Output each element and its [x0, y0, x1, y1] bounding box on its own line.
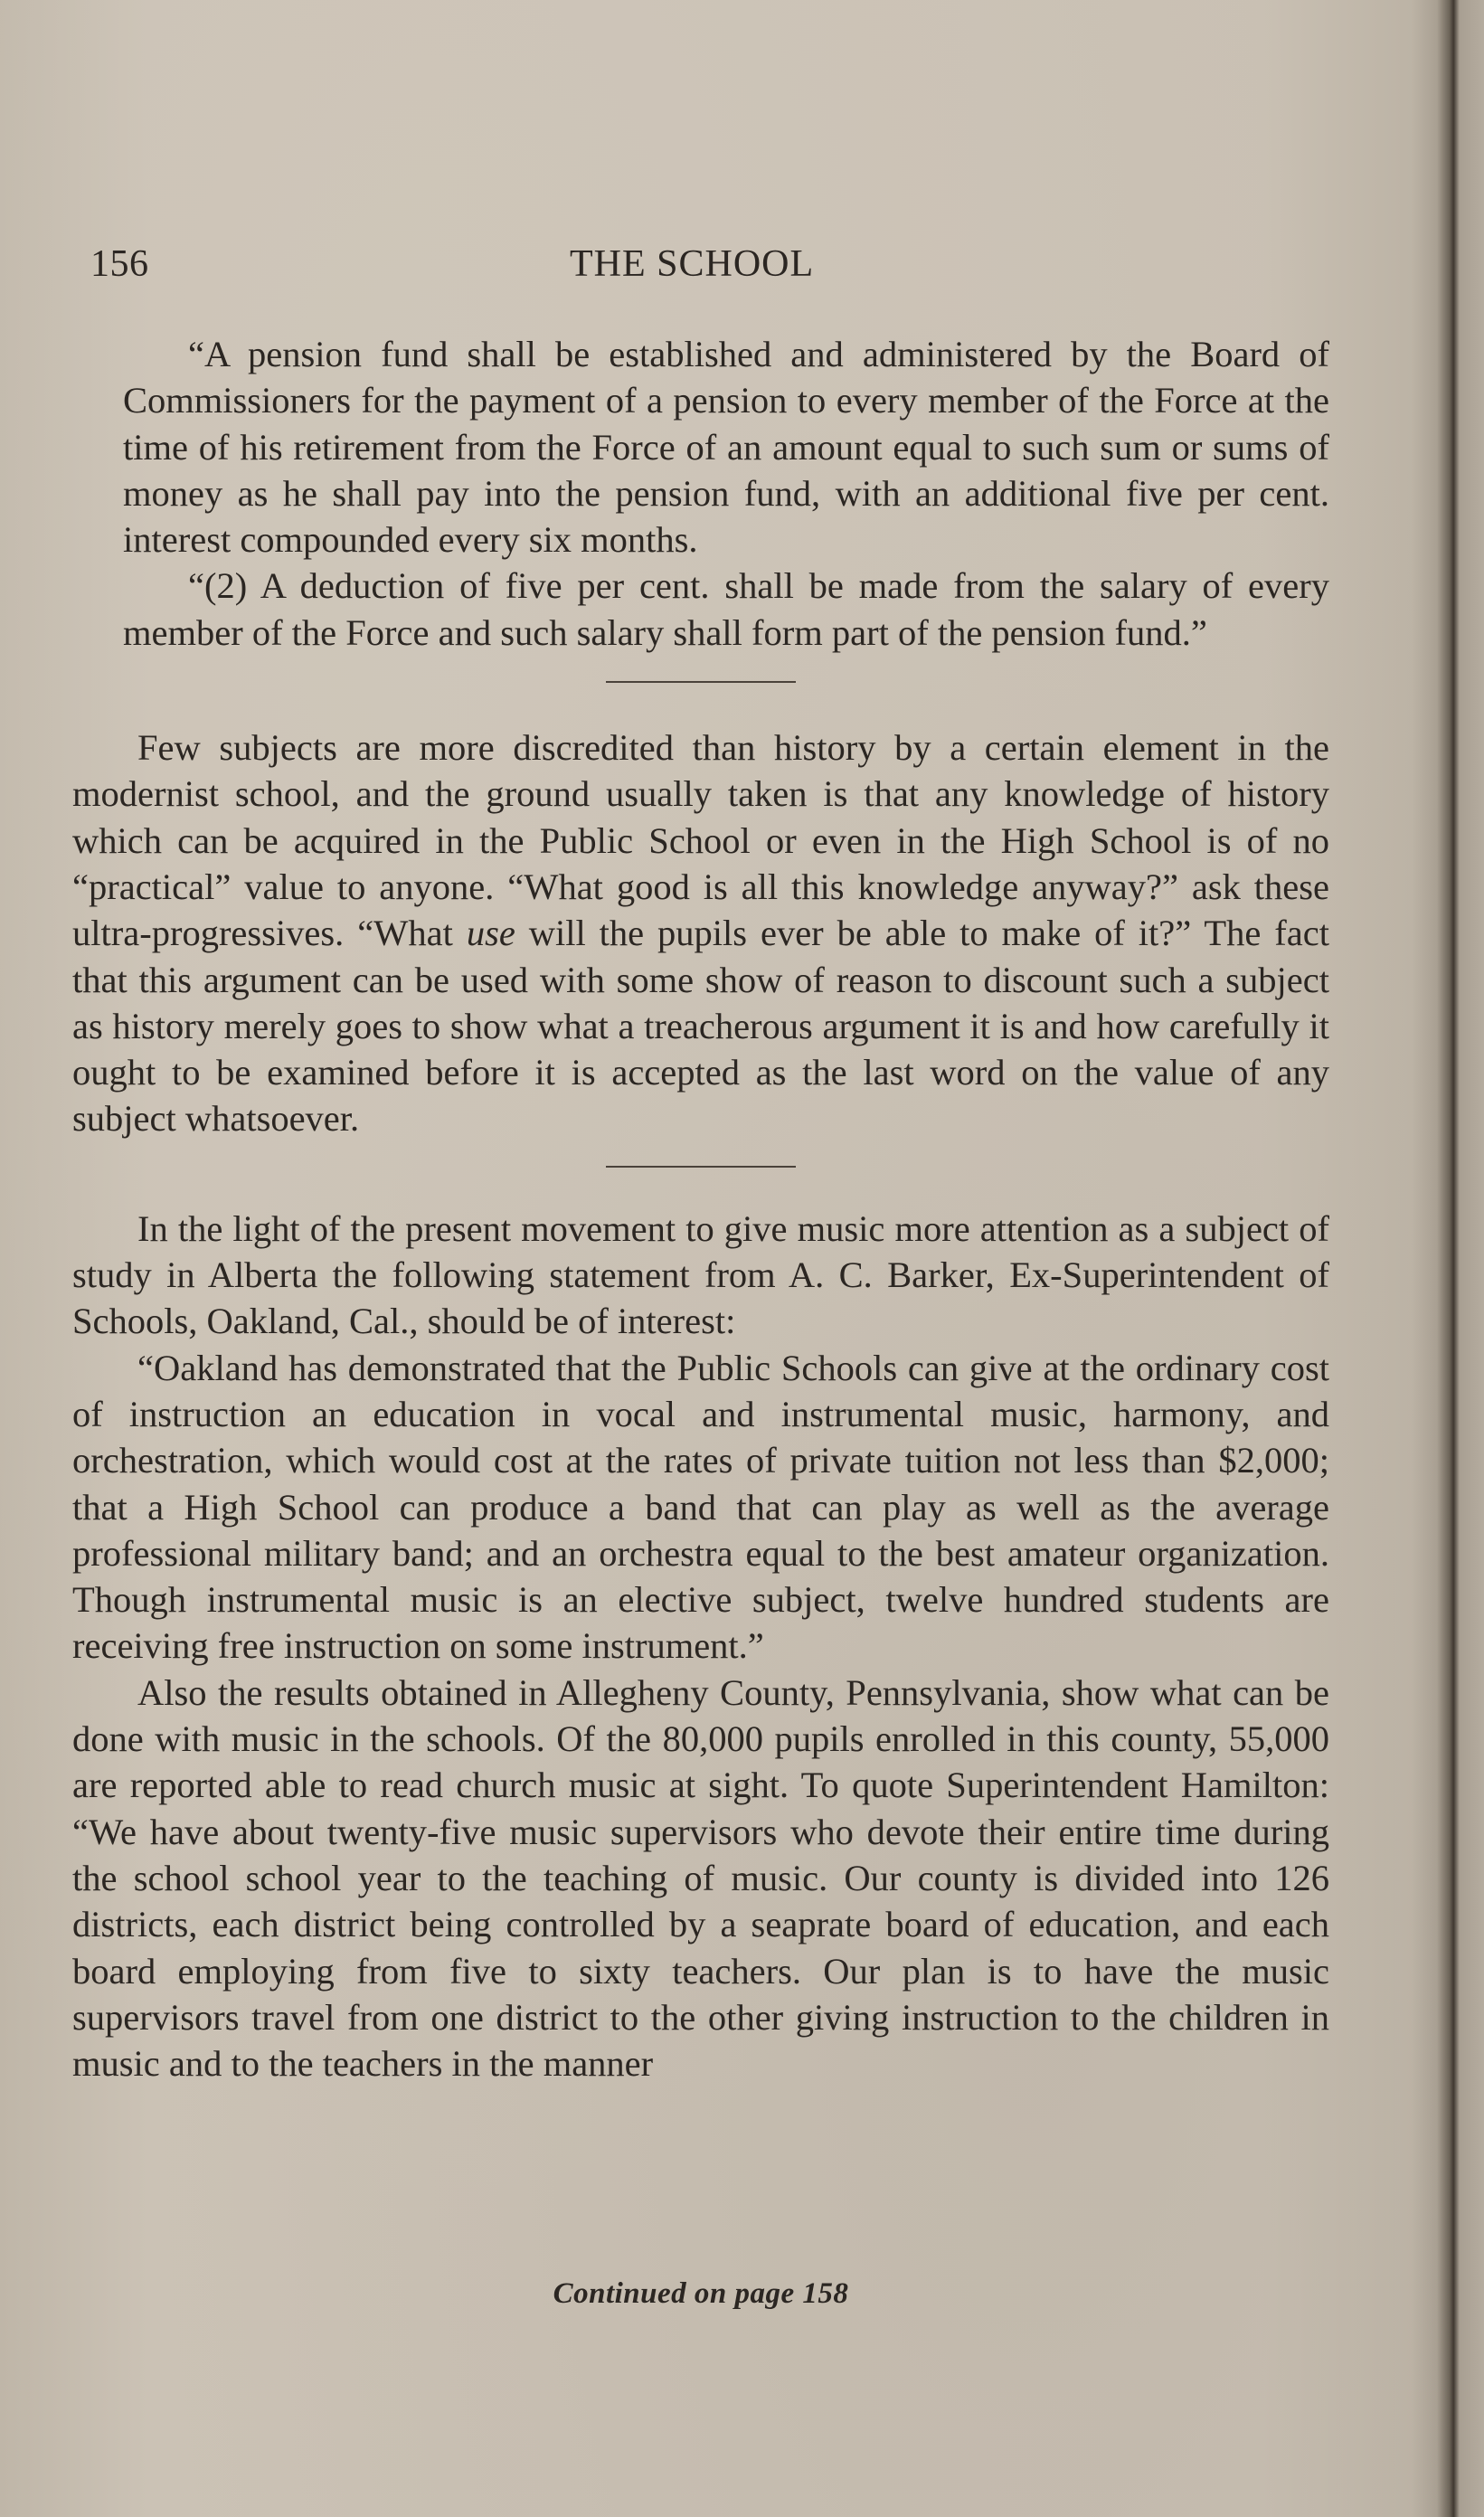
history-text-end: will the pupils ever be able to make of it?” The fact that this argument can be used with some show of reason to discount such a subject as history merely goes to show what a treacherous argument it is and how carefully it ought to be examined before it is accepted as the last word on the value of any subject whatsoever.: [72, 913, 1329, 1140]
history-text-start: Few subjects are more discredited than history by a certain element in the modernist school, and the ground usually taken is that any knowledge of history which can be acquired in the Public School or even in the High School is of no “practical” value to anyone. “What good is all this knowledge anyway?” ask these ultra-progressives. “What: [72, 727, 1329, 954]
oakland-quote-paragraph: “Oakland has demonstrated that the Public Schools can give at the ordinary cost of instruction an education in vocal and instrumental music, harmony, and orchestration, which would cost at the rates of private tuition not less than $2,000; that a High School can produce a band that can play as well as the average professional military band; and an orchestra equal to the best amateur organization. Though instrumental music is an elective subject, twelve hundred students are receiving free instruction on some instrument.”: [72, 1347, 1329, 1667]
pension-quote-paragraph-1: “A pension fund shall be established and administered by the Board of Commissioners for the payment of a pension to every member of the Force at the time of his retirement from the Force of an amount equal to such sum or sums of money as he shall pay into the pension fund, with an additional five per cent. interest compounded every six months.: [123, 334, 1329, 561]
running-head: [72, 242, 1329, 297]
music-intro-paragraph: In the light of the present movement to give music more attention as a subject of study in Alberta the following statement from A. C. Barker, Ex-Superintendent of Schools, Oakland, Cal., should be of interest:: [72, 1207, 1329, 1342]
allegheny-paragraph: Also the results obtained in Allegheny County, Pennsylvania, show what can be done with music in the schools. Of the 80,000 pupils enrolled in this county, 55,000 are reported able to read church music at sight. To quote Superintendent Hamilton: “We have about twenty-five music supervisors who devote their entire time during the school school year to the teaching of music. Our county is divided into 126 districts, each district being controlled by a seaprate board of education, and each board employing from five to sixty teachers. Our plan is to have the music supervisors travel from one district to the other giving instruction to the children in music and to the teachers in the manner: [72, 1671, 1329, 2085]
history-italic-word: use: [466, 913, 515, 954]
continued-note: Continued on page 158: [553, 2277, 849, 2310]
history-paragraph: [72, 724, 1329, 1142]
page-number: 156: [90, 243, 149, 285]
pension-quote-paragraph-2: “(2) A deduction of five per cent. shall be made from the salary of every member of the Force and such salary shall form part of the pension fund.”: [123, 565, 1329, 653]
book-gutter-shadow: [1412, 0, 1484, 2517]
text-block: [72, 331, 1329, 2086]
running-title: THE SCHOOL: [570, 243, 815, 285]
